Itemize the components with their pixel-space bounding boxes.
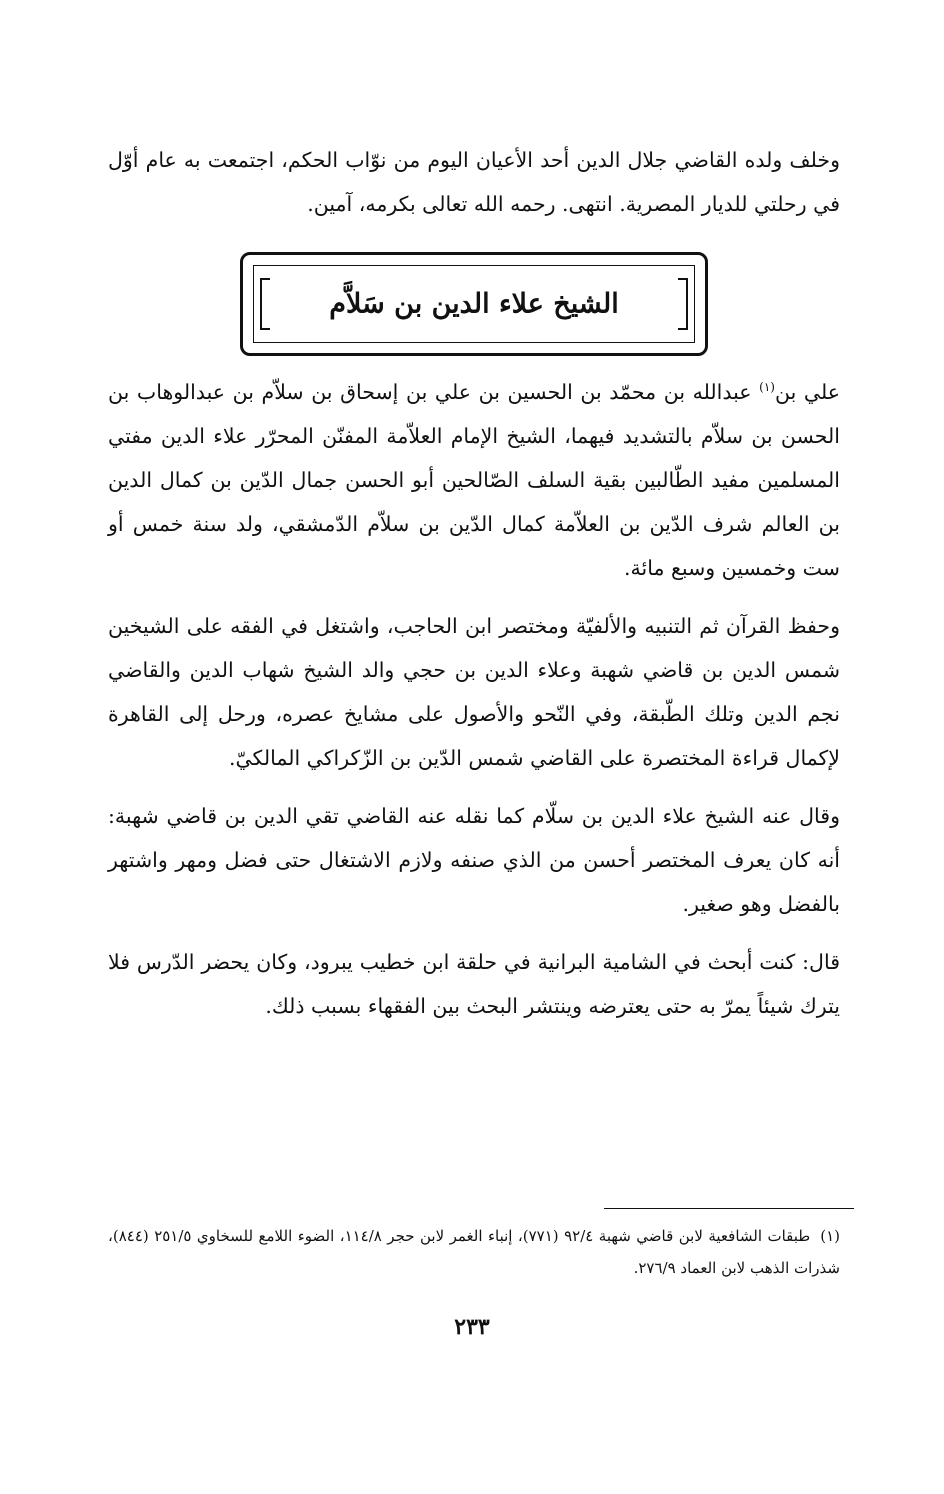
quote-paragraph: وقال عنه الشيخ علاء الدين بن سلّام كما نقله عنه القاضي تقي الدين بن قاضي شهبة: أنه كان يعرف المختصر أحسن من الذي صنفه ولازم الاشتغال حتى فضل ومهر واشتهر بالفضل وهو صغير. — [108, 804, 840, 916]
footnote — [108, 1220, 840, 1284]
footnote-text: طبقات الشافعية لابن قاضي شهبة ٩٢/٤ (٧٧١)، إنباء الغمر لابن حجر ١١٤/٨، الضوء اللامع للسخاوي ٢٥١/٥ (٨٤٤)، شذرات الذهب لابن العماد ٢٧٦/٩. — [108, 1227, 840, 1277]
final-paragraph: قال: كنت أبحث في الشامية البرانية في حلقة ابن خطيب يبرود، وكان يحضر الدّرس فلا يترك شيئاً يمرّ به حتى يعترضه وينتشر البحث بين الفقهاء بسبب ذلك. — [108, 950, 840, 1018]
study-paragraph: وحفظ القرآن ثم التنبيه والألفيّة ومختصر ابن الحاجب، واشتغل في الفقه على الشيخين شمس الدين بن قاضي شهبة وعلاء الدين بن حجي والد الشيخ شهاب الدين والقاضي نجم الدين وتلك الطّبقة، وفي النّحو والأصول على مشايخ عصره، ورحل إلى القاهرة لإكمال قراءة المختصرة على القاضي شمس الدّين بن الزّكراكي المالكيّ. — [108, 614, 840, 770]
intro-paragraph: وخلف ولده القاضي جلال الدين أحد الأعيان اليوم من نوّاب الحكم، اجتمعت به عام أوّل في رحلتي للديار المصرية. انتهى. رحمه الله تعالى بكرمه، آمين. — [108, 148, 840, 216]
page-number: ٢٣٣ — [454, 1314, 490, 1340]
page-body — [108, 138, 840, 1028]
footnote-divider — [604, 1208, 854, 1209]
biography-paragraph — [108, 370, 840, 590]
bio-rest: عبدالله بن محمّد بن الحسين بن علي بن إسحاق بن سلاّم بن عبدالوهاب بن الحسن بن سلاّم بالتشديد فيهما، الشيخ الإمام العلاّمة المفنّن المحرّر علاء الدين مفتي المسلمين مفيد الطّالبين بقية السلف الصّالحين أبو الحسن جمال الدّين بن كمال الدين بن العالم شرف الدّين بن العلاّمة كمال الدّين بن سلاّم الدّمشقي، ولد سنة خمس أو ست وخمسين وسبع مائة. — [108, 380, 840, 580]
section-title-frame — [240, 252, 708, 356]
bio-start: علي بن — [774, 380, 840, 404]
footnote-marker: (١) — [759, 380, 775, 395]
footnote-number: (١) — [820, 1227, 840, 1245]
section-title: الشيخ علاء الدين بن سَلاَّم — [329, 288, 619, 320]
